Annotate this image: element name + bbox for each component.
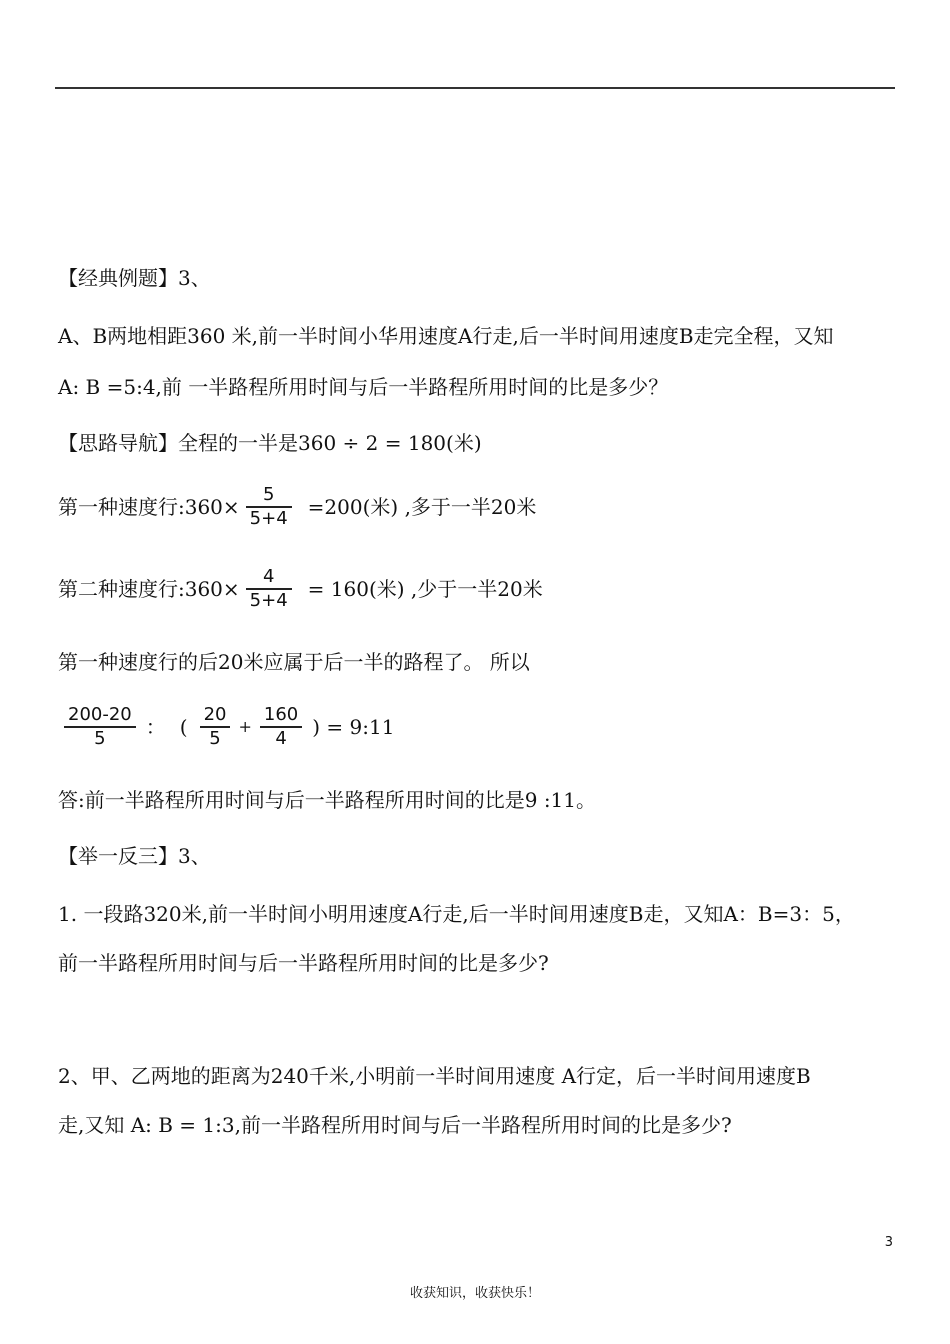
second-speed-line <box>58 566 543 612</box>
fraction-denominator: 5+4 <box>246 506 292 530</box>
second-speed-result: = 160(米) ,少于一半20米 <box>307 577 543 601</box>
fraction-numerator: 4 <box>262 566 275 587</box>
plus-sign: + <box>238 717 252 736</box>
fraction-denominator: 5 <box>64 726 136 750</box>
second-speed-prefix: 第二种速度行:360× <box>58 577 240 601</box>
example-title: 【经典例题】3、 <box>58 266 211 290</box>
question-1-line-2: 前一半路程所用时间与后一半路程所用时间的比是多少? <box>58 951 549 975</box>
ratio-colon: ： <box>145 715 166 739</box>
fraction-denominator: 5+4 <box>246 588 292 612</box>
note-line: 第一种速度行的后20米应属于后一半的路程了。 所以 <box>58 650 530 674</box>
ratio-fraction-2 <box>200 704 231 750</box>
answer-line: 答:前一半路程所用时间与后一半路程所用时间的比是9 :11。 <box>58 788 597 812</box>
ratio-fraction-1 <box>64 704 136 750</box>
fraction-numerator: 20 <box>203 704 227 725</box>
first-speed-line <box>58 484 536 530</box>
fraction-numerator: 160 <box>263 704 299 725</box>
left-paren: ( <box>179 715 188 739</box>
footer-motto: 收获知识，收获快乐！ <box>409 1286 540 1301</box>
ratio-equation <box>64 704 394 750</box>
fraction-denominator: 4 <box>260 726 302 750</box>
first-speed-result: =200(米) ,多于一半20米 <box>307 495 537 519</box>
question-1-line-1: 1. 一段路320米,前一半时间小明用速度A行走,后一半时间用速度B走，又知A：B=3：5， <box>58 902 855 926</box>
practice-title: 【举一反三】3、 <box>58 844 211 868</box>
ratio-fraction-3 <box>260 704 302 750</box>
first-speed-prefix: 第一种速度行:360× <box>58 495 240 519</box>
first-speed-fraction <box>246 484 292 530</box>
page-number: 3 <box>884 1235 893 1250</box>
fraction-numerator: 200-20 <box>68 704 132 725</box>
fraction-numerator: 5 <box>262 484 275 505</box>
hint-line: 【思路导航】全程的一半是360 ÷ 2 = 180(米) <box>58 431 482 455</box>
fraction-denominator: 5 <box>200 726 231 750</box>
question-2-line-1: 2、甲、乙两地的距离为240千米,小明前一半时间用速度 A行定，后一半时间用速度B <box>58 1064 811 1088</box>
example-problem-line-1: A、B两地相距360 米,前一半时间小华用速度A行走,后一半时间用速度B走完全程，又知 <box>58 324 834 348</box>
second-speed-fraction <box>246 566 292 612</box>
ratio-result: ) = 9:11 <box>312 715 395 739</box>
question-2-line-2: 走,又知 A: B = 1:3,前一半路程所用时间与后一半路程所用时间的比是多少? <box>58 1113 732 1137</box>
header-rule <box>55 87 895 89</box>
example-problem-line-2: A: B =5:4,前 一半路程所用时间与后一半路程所用时间的比是多少？ <box>58 375 669 399</box>
